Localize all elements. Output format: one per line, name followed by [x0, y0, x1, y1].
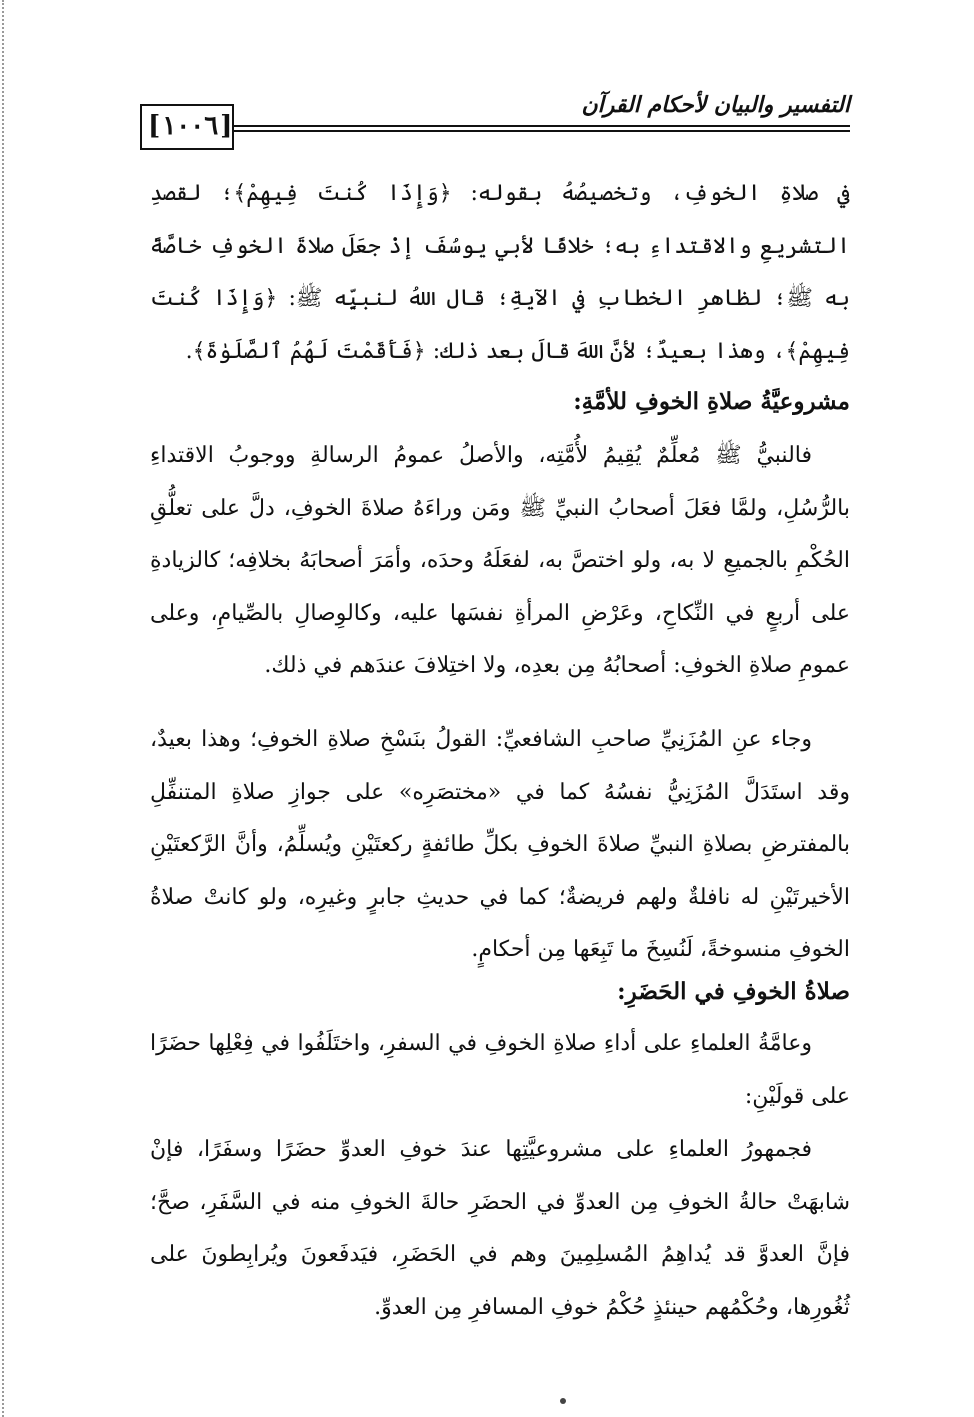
section-heading-hadar: صلاةُ الخوفِ في الحَضَرِ: — [617, 978, 850, 1005]
paragraph-2 — [150, 430, 850, 693]
paragraph-1 — [150, 168, 850, 378]
paragraph-3 — [150, 714, 850, 977]
section-heading-legitimacy: مشروعيَّةُ صلاةِ الخوفِ للأمَّةِ: — [573, 388, 850, 415]
scan-edge-dots — [2, 0, 10, 1417]
paragraph-4 — [150, 1018, 850, 1123]
paragraph-5-text: فجمهورُ العلماءِ على مشروعيَّتِها عندَ خوفِ العدوِّ حضَرًا وسفَرًا، فإنْ شابهَتْ حالةُ الخوفِ مِن العدوِّ في الحضَرِ حالةَ الخوفِ منه في السَّفَرِ، صحَّ؛ فإنَّ العدوَّ قد يُداهِمُ المُسلِمِينَ وهم في الحَضَرِ، فيَدفَعونَ ويُرابِطونَ على ثُغُورِها، وحُكْمُهم حينئذٍ حُكْمُ خوفِ المسافرِ مِن العدوِّ. — [150, 1137, 850, 1320]
scan-speck — [560, 1398, 566, 1404]
paragraph-2-text: فالنبيُّ ﷺ مُعلِّمٌ يُقِيمُ لأُمَّتِه، والأصلُ عمومُ الرسالةِ ووجوبُ الاقتداءِ بالرُّسُلِ، ولمَّا فعَلَ أصحابُ النبيِّ ﷺ ومَن وراءَهُ صلاةَ الخوفِ، دلَّ على تعلُّقِ الحُكْمِ بالجميعِ لا به، ولو اختصَّ به، لفعَلَهُ وحدَه، وأمَرَ أصحابَهُ بخلافِه؛ كالزيادةِ على أربعٍ في النِّكاحِ، وعَرْضِ المرأةِ نفسَها عليه، وكالوِصالِ بالصِّيامِ، وعلى عمومِ صلاةِ الخوفِ: أصحابُهُ مِن بعدِه، ولا اختِلافَ عندَهم في ذلك. — [150, 443, 850, 678]
header-rule-bottom — [230, 130, 850, 132]
page-header — [0, 80, 974, 160]
paragraph-4-text: وعامَّةُ العلماءِ على أداءِ صلاةِ الخوفِ في السفرِ، واختَلَفُوا في فِعْلِها حضَرًا على قولَيْنِ: — [150, 1031, 850, 1109]
page-number: [ ١٠٠٦ ] — [148, 106, 228, 146]
paragraph-1-text: في صلاةِ الخوفِ، وتخصيصُهُ بقوله: ﴿وَإِذَا كُنتَ فِيهِمْ﴾؛ لقصدِ التشريعِ والاقتداءِ به؛ خلافًا لأبي يوسُفَ إذْ جعَلَ صلاةَ الخوفِ خاصَّةً به ﷺ؛ لظاهرِ الخطابِ في الآيةِ؛ قال اللهُ لنبيِّه ﷺ: ﴿وَإِذَا كُنتَ فِيهِمْ﴾، وهذا بعيدٌ؛ لأنَّ اللهَ قالَ بعد ذلك: ﴿فَأَقَمْتَ لَهُمُ ٱلصَّلَوٰةَ﴾. — [150, 181, 850, 364]
header-rule-top — [230, 125, 850, 127]
paragraph-5 — [150, 1124, 850, 1334]
paragraph-3-text: وجاء عنِ المُزَنِيِّ صاحبِ الشافعيِّ: القولُ بنَسْخِ صلاةِ الخوفِ؛ وهذا بعيدٌ، وقد استَدَلَّ المُزَنِيُّ نفسُهُ كما في «مختصَرِه» على جوازِ صلاةِ المتنفِّلِ بالمفترضِ بصلاةِ النبيِّ صلاةَ الخوفِ بكلِّ طائفةٍ ركعتَيْنِ ويُسلِّمُ، وأنَّ الرَّكعتَيْنِ الأخيرتَيْنِ له نافلةٌ ولهم فريضةٌ؛ كما في حديثِ جابرٍ وغيرِه، ولو كانتْ صلاةُ الخوفِ منسوخةً، لَنُسِخَ ما تَبِعَها مِن أحكامٍ. — [150, 727, 850, 962]
running-title: التفسير والبيان لأحكام القرآن — [581, 92, 850, 118]
